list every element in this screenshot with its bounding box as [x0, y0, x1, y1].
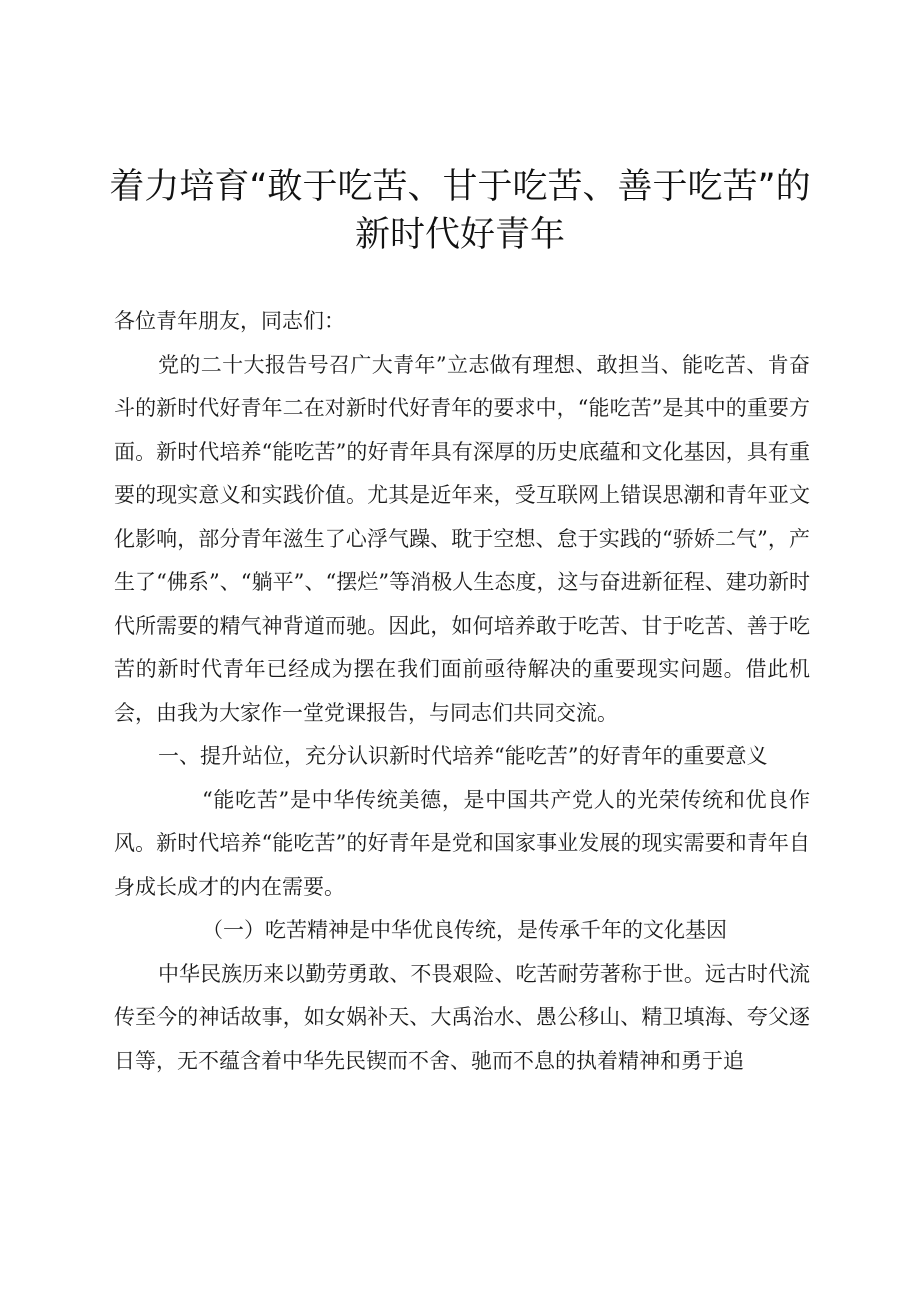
- title-line-2: 新时代好青年: [354, 215, 565, 255]
- document-body: [114, 300, 810, 1083]
- section-heading-1: 一、提升站位，充分认识新时代培养“能吃苦”的好青年的重要意义: [158, 744, 768, 768]
- document-title: [0, 163, 920, 259]
- section-paragraph-1: “能吃苦”是中华传统美德，是中国共产党人的光荣传统和优良作风。新时代培养“能吃苦”的好青年是党和国家事业发展的现实需要和青年自身成长成才的内在需要。: [114, 787, 810, 899]
- subsection-heading-1: （一）吃苦精神是中华优良传统，是传承千年的文化基因: [202, 918, 727, 942]
- greeting: 各位青年朋友，同志们：: [114, 309, 345, 333]
- subsection-paragraph-1: 中华民族历来以勤劳勇敢、不畏艰险、吃苦耐劳著称于世。远古时代流传至今的神话故事，如女娲补天、大禹治水、愚公移山、精卫填海、夸父逐日等，无不蕴含着中华先民锲而不舍、驰而不息的执着精神和勇于追: [114, 961, 810, 1073]
- intro-paragraph: 党的二十大报告号召广大青年”立志做有理想、敢担当、能吃苦、肯奋斗的新时代好青年二在对新时代好青年的要求中，“能吃苦”是其中的重要方面。新时代培养“能吃苦”的好青年具有深厚的历史底蕴和文化基因，具有重要的现实意义和实践价值。尤其是近年来，受互联网上错误思潮和青年亚文化影响，部分青年滋生了心浮气躁、耽于空想、怠于实践的“骄娇二气”，产生了“佛系”、“躺平”、“摆烂”等消极人生态度，这与奋进新征程、建功新时代所需要的精气神背道而驰。因此，如何培养敢于吃苦、甘于吃苦、善于吃苦的新时代青年已经成为摆在我们面前亟待解决的重要现实问题。借此机会，由我为大家作一堂党课报告，与同志们共同交流。: [114, 352, 810, 725]
- title-line-1: 着力培育“敢于吃苦、甘于吃苦、善于吃苦”的: [109, 167, 811, 207]
